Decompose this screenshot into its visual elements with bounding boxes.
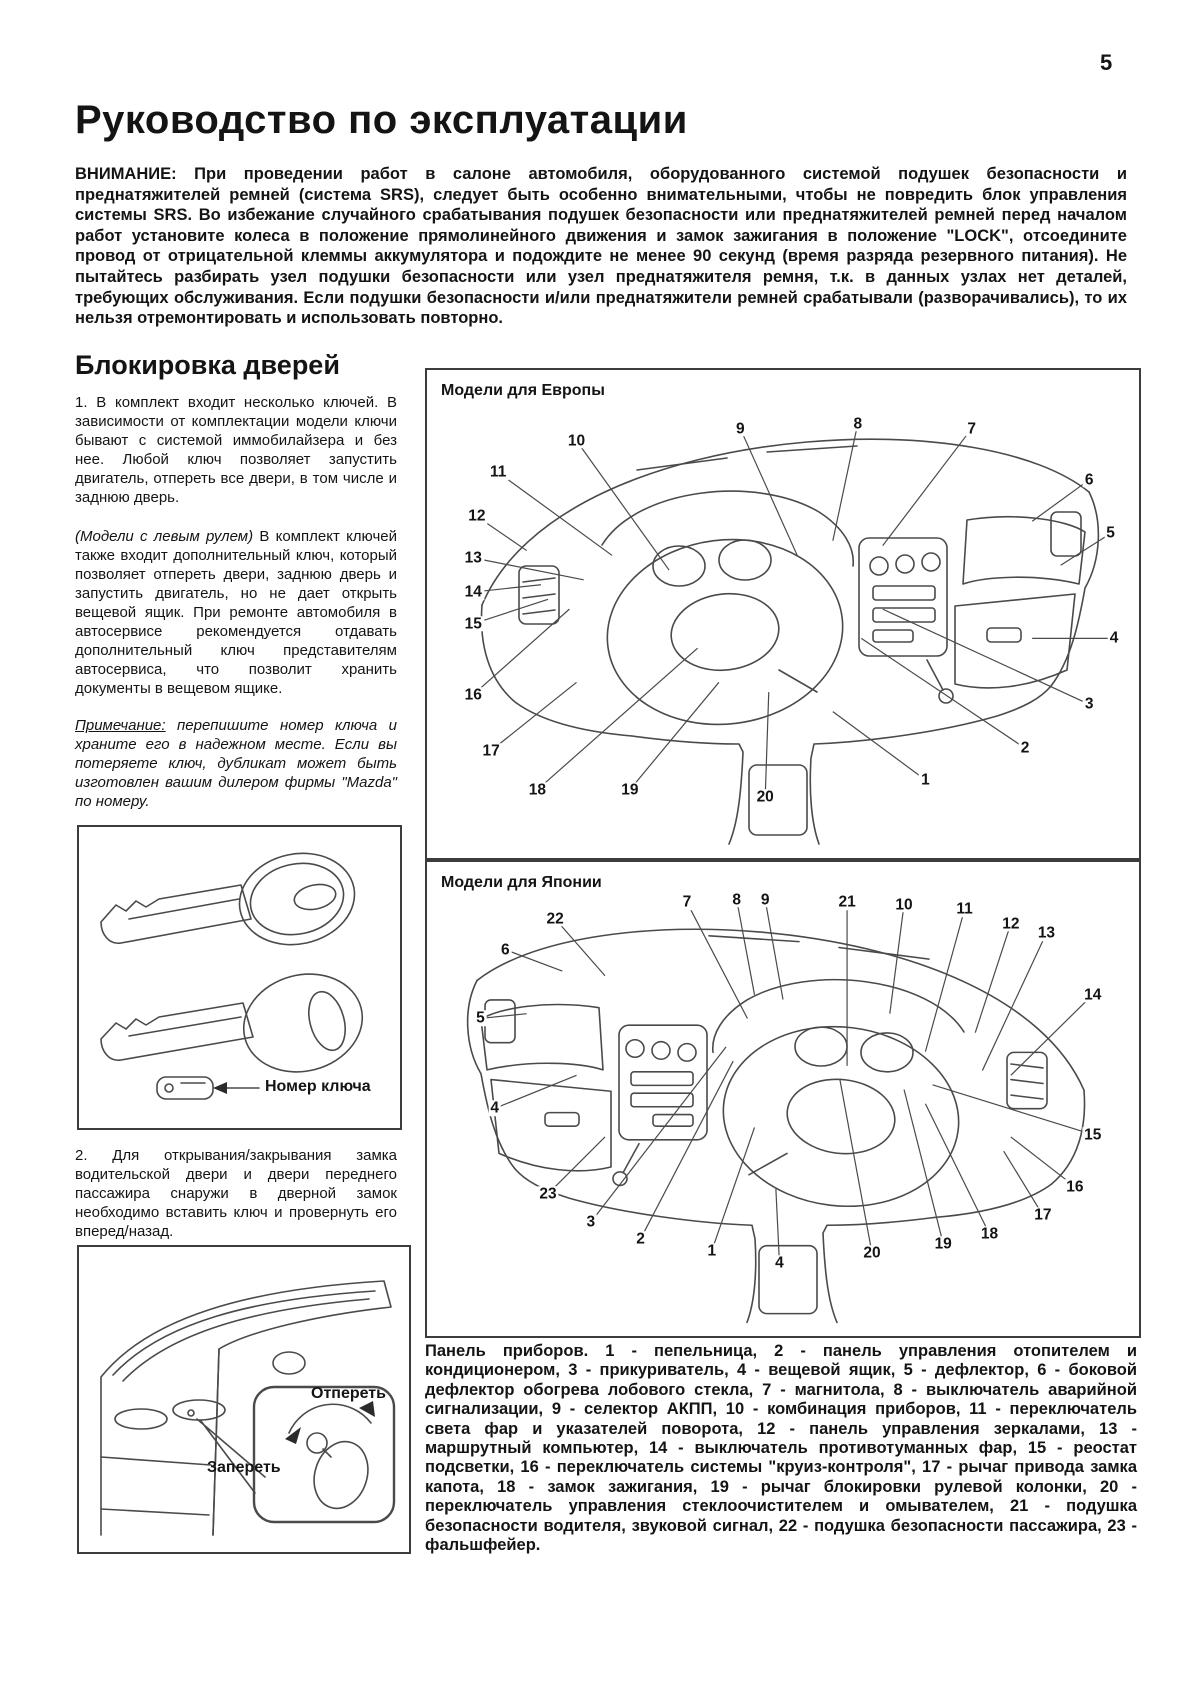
dashboard-diagram-japan <box>425 860 1141 1338</box>
section-heading-door-locking: Блокировка дверей <box>75 350 340 380</box>
callout-number: 13 <box>1037 924 1056 942</box>
callout-number: 2 <box>636 1230 645 1248</box>
callout-number: 19 <box>934 1234 952 1252</box>
lock-label: Запереть <box>207 1459 281 1476</box>
callout-number: 6 <box>1084 471 1094 489</box>
door-lock-figure <box>77 1245 411 1554</box>
callout-number: 23 <box>539 1185 557 1203</box>
callout-number: 7 <box>967 419 976 437</box>
diagram-title-japan: Модели для Японии <box>441 874 602 891</box>
callout-number: 15 <box>464 615 482 632</box>
callout-number: 14 <box>1084 985 1102 1003</box>
callout-number: 4 <box>775 1253 784 1271</box>
callout-number: 10 <box>895 895 913 913</box>
callout-number: 20 <box>756 788 774 806</box>
page-title: Руководство по эксплуатации <box>75 98 688 142</box>
callout-number: 17 <box>482 741 500 759</box>
callout-number: 22 <box>546 910 564 928</box>
keys-figure <box>77 825 402 1130</box>
callout-number: 5 <box>1106 524 1115 542</box>
callout-number: 18 <box>980 1225 999 1243</box>
callout-number: 14 <box>464 583 482 601</box>
callout-number: 11 <box>956 900 973 918</box>
callout-number: 5 <box>476 1009 485 1027</box>
callout-number: 8 <box>732 891 742 909</box>
callout-number: 21 <box>838 893 856 911</box>
callout-number: 18 <box>528 780 546 798</box>
callout-number: 4 <box>490 1099 499 1117</box>
callout-number: 15 <box>1084 1125 1102 1143</box>
callout-number: 1 <box>707 1241 717 1259</box>
callout-number: 1 <box>921 771 930 789</box>
callout-number: 4 <box>1109 629 1119 647</box>
key-number-note <box>75 716 397 811</box>
callout-number: 8 <box>853 414 863 432</box>
diagram-title-europe: Модели для Европы <box>441 382 605 399</box>
callout-number: 9 <box>735 419 745 437</box>
callout-number: 7 <box>682 893 692 911</box>
page-number: 5 <box>1100 50 1113 75</box>
unlock-label: Отпереть <box>311 1385 386 1402</box>
callout-number: 10 <box>567 432 586 449</box>
dashboard-caption: Панель приборов. 1 - пепельница, 2 - панель управления отопителем и кондиционером, 3 - прикуриватель, 4 - вещевой ящик, 5 - дефлектор, 6 - боковой дефлектор обогрева лобового стекла, 7 - магнитола, 8 - выключатель аварийной сигнализации, 9 - селектор АКПП, 10 - комбинация приборов, 11 - переключатель света фар и указателей поворота, 12 - панель управления зеркалами, 13 - маршрутный компьютер, 14 - выключатель противотуманных фар, 15 - реостат подсветки, 16 - переключатель системы "круиз-контроля", 17 - рычаг привода замка капота, 18 - замок зажигания, 19 - рычаг блокировки рулевой колонки, 20 - переключатель управления стеклоочистителем и омывателем, 21 - подушка безопасности водителя, звуковой сигнал, 22 - подушка безопасности пассажира, 23 - фальшфейер. <box>425 1342 1137 1555</box>
callout-number: 20 <box>863 1244 881 1262</box>
callout-number: 16 <box>464 685 482 703</box>
left-hand-drive-note: (Модели с левым рулем) <box>75 528 254 545</box>
spare-key-text: В комплект ключей также входит дополнительный ключ, который позволяет отпереть двери, заднюю дверь и запустить двигатель, но не дает открыть вещевой ящик. При ремонте автомобиля в автосервисе рекомендуется отдавать дополнительный ключ представителям автосервиса, что позволит хранить документы в вещевом ящике. <box>75 528 398 697</box>
callout-number: 6 <box>501 940 510 958</box>
spare-key-paragraph <box>75 527 397 698</box>
callout-number: 19 <box>621 780 639 798</box>
callout-number: 2 <box>1020 739 1030 757</box>
door-unlock-paragraph: 2. Для открывания/закрывания замка водительской двери и двери переднего пассажира снаружи в дверной замок необходимо вставить ключ и провернуть его вперед/назад. <box>75 1147 397 1240</box>
callout-number: 9 <box>760 891 770 909</box>
callout-number: 16 <box>1066 1177 1084 1195</box>
srs-warning-paragraph: ВНИМАНИЕ: При проведении работ в салоне автомобиля, оборудованного системой подушек безопасности и преднатяжителей ремней (система SRS), следует быть особенно внимательными, чтобы не повредить блок управления системы SRS. Во избежание случайного срабатывания подушек безопасности или преднатяжителей ремней перед началом работ установите колеса в положение прямолинейного движения и замок зажигания в положение "LOCK", отсоедините провод от отрицательной клеммы аккумулятора и подождите не менее 90 секунд (время разряда резервного питания). Не пытайтесь разбирать узел подушки безопасности или узел преднатяжителя ремня, т.к. в данных узлах нет деталей, требующих обслуживания. Если подушки безопасности и/или преднатяжители ремней срабатывали (разворачивались), то их нельзя отремонтировать и использовать повторно. <box>75 165 1127 328</box>
callout-number: 3 <box>586 1213 596 1231</box>
callout-number: 17 <box>1034 1206 1052 1224</box>
dashboard-diagram-europe <box>425 368 1141 860</box>
callout-number: 11 <box>489 463 507 481</box>
keys-paragraph: 1. В комплект входит несколько ключей. В зависимости от комплектации модели ключи бывают с системой иммобилайзера и без нее. Любой ключ позволяет запустить двигатель, отпереть все двери, в том числе и заднюю дверь. <box>75 394 397 506</box>
callout-number: 3 <box>1084 695 1094 713</box>
callout-number: 12 <box>1002 914 1020 932</box>
key-number-label: Номер ключа <box>265 1078 371 1095</box>
note-label: Примечание: <box>75 717 166 734</box>
callout-number: 13 <box>464 549 482 567</box>
note-text: перепишите номер ключа и храните его в надежном месте. Если вы потеряете ключ, дубликат может быть изготовлен вашим дилером фирмы "Mazda" по номеру. <box>75 717 398 810</box>
callout-number: 12 <box>468 507 486 525</box>
